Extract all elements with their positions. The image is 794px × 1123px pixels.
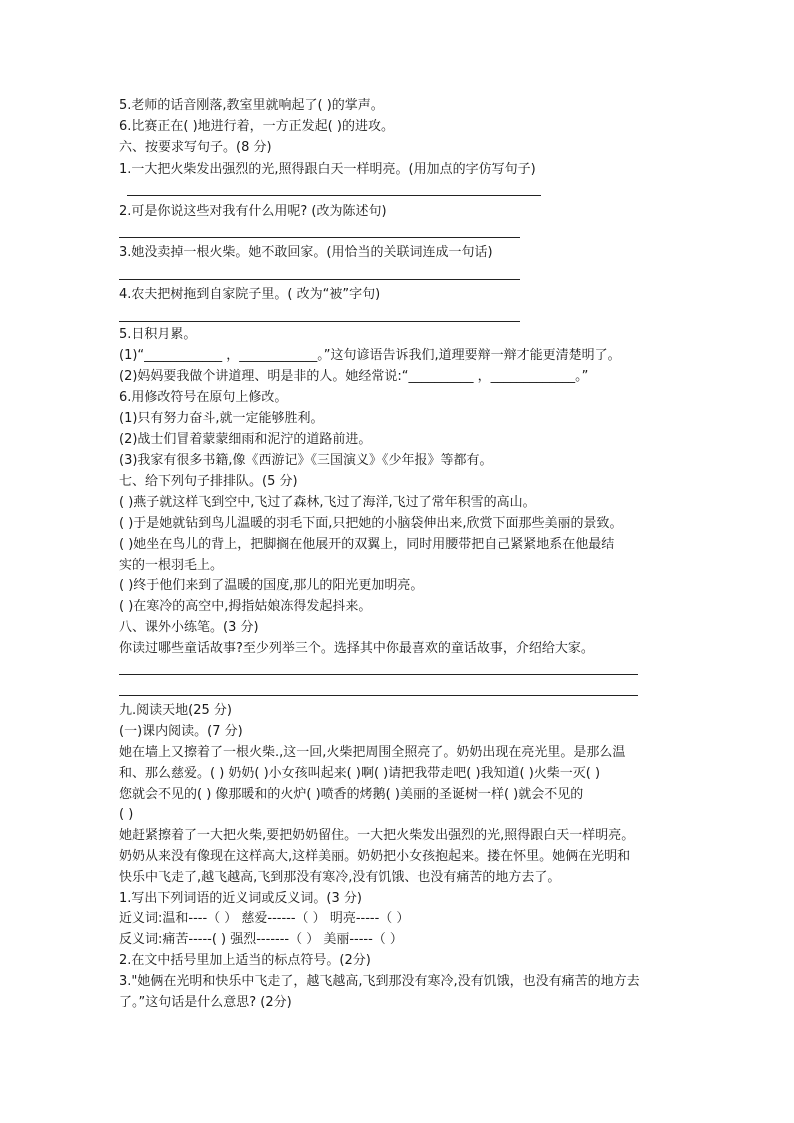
section-8-heading: 八、课外小练笔。(3 分) [119, 620, 259, 635]
answer-line [119, 695, 638, 696]
answer-line [119, 237, 520, 238]
q6-match-fill: 6.比赛正在( )地进行着，一方正发起( )的进攻。 [119, 119, 394, 134]
passage-line: 和、那么慈爱。( ) 奶奶( )小女孩叫起来( )啊( )请把我带走吧( )我知道( )火柴一灭( ) [119, 766, 601, 781]
s6-q5-2: (2)妈妈要我做个讲道理、明是非的人。她经常说:“__________ ，_____________。” [119, 369, 589, 384]
s9-q1: 1.写出下列词语的近义词或反义词。(3 分) [119, 891, 362, 906]
s6-q1: 1.一大把火柴发出强烈的光,照得跟白天一样明亮。(用加点的字仿写句子) [119, 162, 536, 177]
s6-q2: 2.可是你说这些对我有什么用呢? (改为陈述句) [119, 204, 387, 219]
passage-line: 快乐中飞走了,越飞越高,飞到那没有寒冷,没有饥饿、也没有痛苦的地方去了。 [119, 870, 561, 885]
answer-line [119, 674, 638, 675]
passage-line: 她赶紧擦着了一大把火柴,要把奶奶留住。一大把火柴发出强烈的光,照得跟白天一样明亮。 [119, 828, 635, 843]
s6-q5-1: (1)“____________ ，____________。”这句谚语告诉我们,道理要辩一辩才能更清楚明了。 [119, 348, 621, 363]
s9-q3-cont: 了。”这句话是什么意思? (2分) [119, 995, 292, 1010]
order-item: ( )终于他们来到了温暖的国度,那儿的阳光更加明亮。 [119, 578, 424, 593]
order-item-cont: 实的一根羽毛上。 [119, 558, 224, 573]
passage-line: 奶奶从来没有像现在这样高大,这样美丽。奶奶把小女孩抱起来。搂在怀里。她俩在光明和 [119, 849, 631, 864]
s6-q5: 5.日积月累。 [119, 327, 197, 342]
answer-line [119, 279, 520, 280]
order-item: ( )在寒冷的高空中,拇指姑娘冻得发起抖来。 [119, 599, 372, 614]
section-7-heading: 七、给下列句子排排队。(5 分) [119, 474, 298, 489]
s9-part1-heading: (一)课内阅读。(7 分) [119, 724, 243, 739]
passage-line: ( ) [119, 807, 134, 822]
answer-line [127, 195, 541, 196]
s6-q4: 4.农夫把树拖到自家院子里。( 改为“被”字句) [119, 287, 381, 302]
s9-q2: 2.在文中括号里加上适当的标点符号。(2分) [119, 953, 371, 968]
s9-q3: 3."她俩在光明和快乐中飞走了，越飞越高,飞到那没有寒冷,没有饥饿，也没有痛苦的地方去 [119, 974, 640, 989]
order-item: ( )于是她就钻到鸟儿温暖的羽毛下面,只把她的小脑袋伸出来,欣赏下面那些美丽的景致。 [119, 516, 623, 531]
section-6-heading: 六、按要求写句子。(8 分) [119, 140, 272, 155]
s6-q6-1: (1)只有努力奋斗,就一定能够胜利。 [119, 411, 324, 426]
s8-prompt: 你读过哪些童话故事?至少列举三个。选择其中你最喜欢的童话故事，介绍给大家。 [119, 641, 594, 656]
passage-line: 您就会不见的( ) 像那暖和的火炉( )喷香的烤鹅( )美丽的圣诞树一样( )就会不见的 [119, 787, 584, 802]
synonyms-row: 近义词:温和----（ ） 慈爱------（ ） 明亮-----（ ） [119, 911, 410, 926]
order-item: ( )燕子就这样飞到空中,飞过了森林,飞过了海洋,飞过了常年积雪的高山。 [119, 495, 536, 510]
s6-q3: 3.她没卖掉一根火柴。她不敢回家。(用恰当的关联词连成一句话) [119, 245, 493, 260]
s6-q6-2: (2)战士们冒着蒙蒙细雨和泥泞的道路前进。 [119, 432, 372, 447]
antonyms-row: 反义词:痛苦-----( ) 强烈-------（ ） 美丽-----（ ） [119, 932, 403, 947]
passage-line: 她在墙上又擦着了一根火柴.,这一回,火柴把周围全照亮了。奶奶出现在亮光里。是那么温 [119, 745, 626, 760]
s6-q6: 6.用修改符号在原句上修改。 [119, 390, 288, 405]
order-item: ( )她坐在鸟儿的背上，把脚搁在他展开的双翼上，同时用腰带把自己紧紧地系在他最结 [119, 537, 615, 552]
s6-q6-3: (3)我家有很多书籍,像《西游记》《三国演义》《少年报》等都有。 [119, 453, 493, 468]
section-9-heading: 九.阅读天地(25 分) [119, 703, 232, 718]
q5-applause-fill: 5.老师的话音刚落,教室里就响起了( )的掌声。 [119, 98, 384, 113]
answer-line [119, 321, 520, 322]
